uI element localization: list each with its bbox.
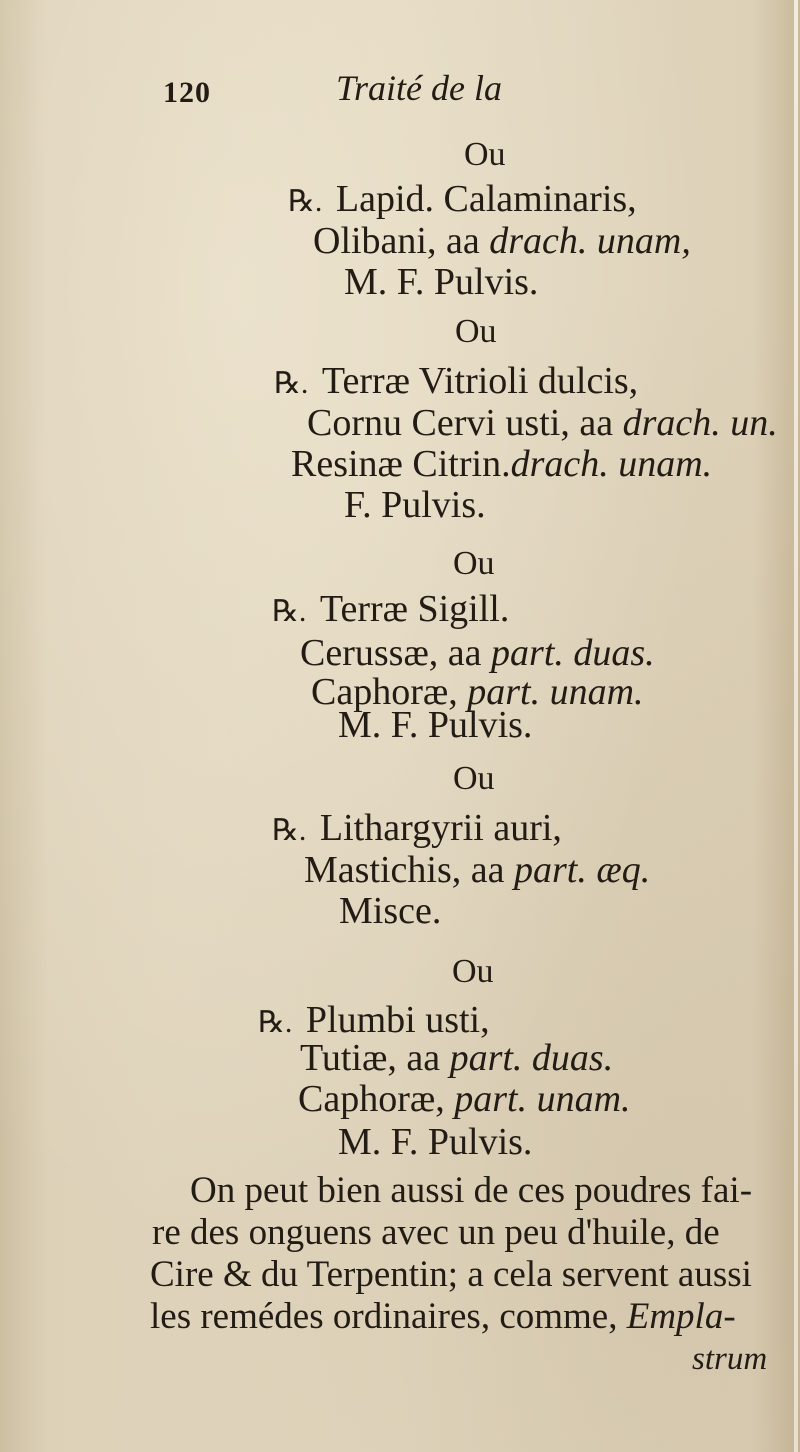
recipe-line bbox=[339, 892, 441, 930]
recipe-dose: drach. unam, bbox=[489, 220, 691, 262]
recipe-line bbox=[338, 706, 532, 744]
recipe-line bbox=[304, 851, 650, 889]
recipe-dose: drach. unam. bbox=[510, 443, 713, 485]
recipe-line bbox=[338, 1123, 532, 1161]
paragraph-line bbox=[190, 1172, 752, 1209]
running-title: Traité de la bbox=[336, 68, 503, 108]
recipe-line bbox=[307, 404, 778, 442]
recipe-dose: drach. un. bbox=[622, 402, 778, 444]
recipe-line bbox=[300, 634, 655, 672]
recipe-line bbox=[313, 222, 691, 260]
paragraph-line bbox=[150, 1256, 752, 1293]
recipe-dose: part. duas. bbox=[491, 632, 655, 674]
ou-separator: Ou bbox=[453, 760, 495, 797]
recipe-text: Mastichis, aa bbox=[304, 849, 515, 891]
recipe-dose: part. duas. bbox=[449, 1037, 614, 1079]
catchword bbox=[692, 1343, 767, 1376]
recipe-text: Caphoræ, bbox=[311, 671, 468, 713]
recipe-line bbox=[258, 1001, 490, 1039]
recipe-dose: part. unam. bbox=[454, 1078, 631, 1120]
paragraph-line bbox=[152, 1214, 720, 1251]
recipe-line bbox=[288, 180, 637, 218]
paragraph-line bbox=[150, 1298, 736, 1335]
recipe-dose: part. æq. bbox=[514, 849, 651, 891]
ou-separator: Ou bbox=[464, 136, 506, 173]
recipe-symbol: ℞. bbox=[272, 814, 314, 847]
recipe-text: Lithargyrii auri, bbox=[319, 807, 562, 849]
recipe-text: M. F. Pulvis. bbox=[338, 704, 533, 746]
recipe-line bbox=[298, 1080, 631, 1118]
recipe-line bbox=[344, 486, 486, 524]
catchword-text: strum bbox=[692, 1341, 768, 1377]
recipe-line bbox=[300, 1039, 613, 1077]
recipe-text: Lapid. Calaminaris, bbox=[335, 178, 637, 220]
recipe-text: Caphoræ, bbox=[298, 1078, 455, 1120]
recipe-text: Plumbi usti, bbox=[305, 999, 490, 1041]
recipe-text: M. F. Pulvis. bbox=[338, 1121, 533, 1163]
paragraph-italic: Empla- bbox=[626, 1296, 736, 1337]
ou-separator: Ou bbox=[453, 545, 495, 582]
recipe-line bbox=[344, 263, 538, 301]
recipe-symbol: ℞. bbox=[272, 595, 314, 628]
paragraph-text: Cire & du Terpentin; a cela servent aussi bbox=[150, 1254, 752, 1295]
recipe-text: Resinæ Citrin. bbox=[291, 443, 511, 485]
recipe-text: Terræ Vitrioli dulcis, bbox=[321, 360, 639, 402]
recipe-text: Misce. bbox=[339, 890, 442, 932]
recipe-text: Tutiæ, aa bbox=[300, 1037, 450, 1079]
recipe-dose: part. unam. bbox=[467, 671, 644, 713]
paragraph-text: On peut bien aussi de ces poudres fai- bbox=[190, 1170, 753, 1211]
recipe-text: M. F. Pulvis. bbox=[344, 261, 539, 303]
page-edge bbox=[794, 0, 798, 1452]
recipe-text: F. Pulvis. bbox=[344, 484, 486, 526]
recipe-line bbox=[272, 809, 562, 847]
ou-separator: Ou bbox=[455, 313, 497, 350]
paragraph-text: re des onguens avec un peu d'huile, de bbox=[152, 1212, 720, 1253]
recipe-line bbox=[291, 445, 712, 483]
recipe-line bbox=[272, 590, 509, 628]
recipe-text: Terræ Sigill. bbox=[319, 588, 510, 630]
ou-separator: Ou bbox=[452, 953, 494, 990]
recipe-text: Olibani, aa bbox=[313, 220, 490, 262]
recipe-text: Cornu Cervi usti, aa bbox=[307, 402, 623, 444]
recipe-text: Cerussæ, aa bbox=[300, 632, 492, 674]
recipe-symbol: ℞. bbox=[258, 1006, 300, 1039]
recipe-symbol: ℞. bbox=[288, 185, 330, 218]
paragraph-text: les remédes ordinaires, comme, bbox=[150, 1296, 627, 1337]
recipe-symbol: ℞. bbox=[274, 367, 316, 400]
page-number: 120 bbox=[163, 76, 211, 109]
recipe-line bbox=[274, 362, 638, 400]
